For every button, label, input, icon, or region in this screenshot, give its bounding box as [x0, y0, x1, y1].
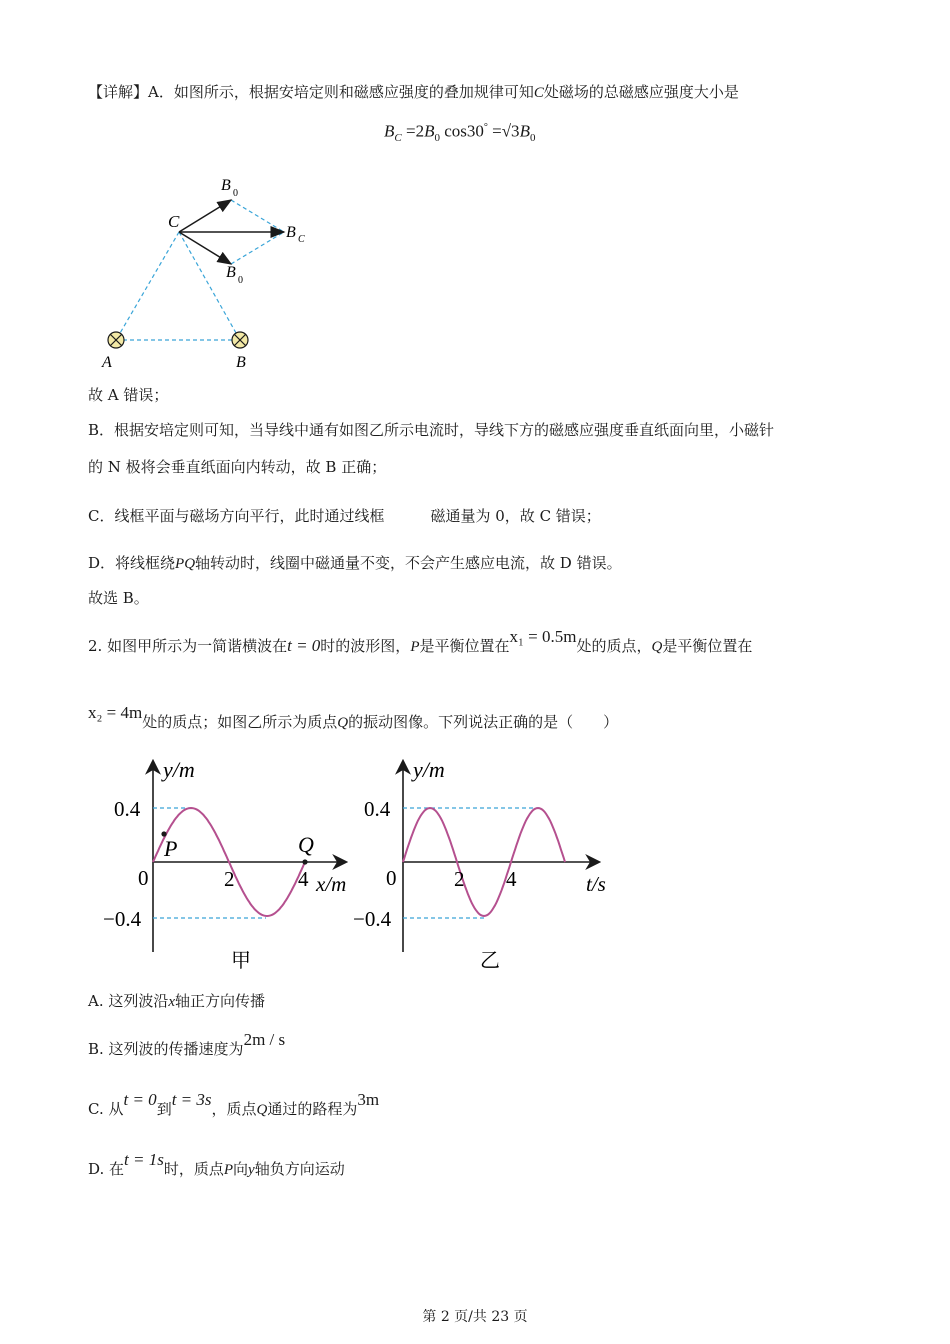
- tick-neg-0-4: −0.4: [353, 907, 392, 931]
- point-c-label: C: [168, 212, 180, 231]
- option-c[interactable]: C. 从t = 0到t = 3s，质点Q通过的路程为3m: [88, 1090, 380, 1118]
- svg-text:0: 0: [238, 275, 243, 286]
- vector-diagram: [96, 170, 326, 375]
- b0-lower-label: B: [226, 264, 236, 281]
- tick-4: 4: [506, 867, 517, 891]
- svg-text:C: C: [298, 234, 305, 245]
- wire-b-icon: [232, 332, 248, 348]
- detail-intro: 【详解】A．如图所示，根据安培定则和磁感应强度的叠加规律可知C处磁场的总磁感应强度大小是: [88, 83, 739, 101]
- option-a[interactable]: A. 这列波沿x轴正方向传播: [88, 992, 266, 1010]
- q-label: Q: [298, 832, 314, 857]
- svg-text:0: 0: [233, 188, 238, 199]
- y-axis-label: y/m: [163, 757, 195, 782]
- vibration-graph-yi: [350, 752, 620, 982]
- point-b-label: B: [236, 354, 246, 371]
- option-d[interactable]: D. 在t = 1s时，质点P向y轴负方向运动: [88, 1150, 345, 1178]
- a-conclusion: 故 A 错误；: [88, 386, 169, 404]
- magnetic-field-formula: $B_C =2B_0$ $\cos 30^\circ =√3B_0$: [384, 121, 536, 145]
- origin-label: 0: [386, 866, 397, 890]
- point-q-marker: [302, 859, 307, 864]
- tick-neg-0-4: −0.4: [103, 907, 142, 931]
- b0-upper-label: B: [221, 177, 231, 194]
- answer-choice: 故选 B。: [88, 589, 149, 607]
- caption-jia: 甲: [231, 950, 251, 972]
- t-axis-label: t/s: [586, 872, 606, 896]
- b-line-1: B．根据安培定则可知，当导线中通有如图乙所示电流时，导线下方的磁感应强度垂直纸面向里，小磁针: [88, 421, 775, 439]
- vector-b0-lower: [179, 232, 231, 264]
- point-a-label: A: [102, 354, 112, 371]
- b-line-2: 的 N 极将会垂直纸面向内转动，故 B 正确；: [88, 458, 387, 476]
- caption-yi: 乙: [480, 950, 500, 972]
- origin-label: 0: [138, 866, 149, 890]
- question-2-line-2: x₂ = 4m处的质点；如图乙所示为质点Q的振动图像。下列说法正确的是（ ）: [88, 703, 619, 731]
- y-axis-label: y/m: [413, 757, 445, 782]
- vector-b0-upper: [179, 200, 231, 232]
- page-footer: 第 2 页/共 23 页: [422, 1309, 528, 1325]
- wire-a-icon: [108, 332, 124, 348]
- c-line: C．线框平面与磁场方向平行，此时通过线框 磁通量为 0，故 C 错误；: [88, 507, 601, 525]
- option-b[interactable]: B. 这列波的传播速度为2m / s: [88, 1030, 286, 1058]
- bc-label: B: [286, 224, 296, 241]
- tick-2: 2: [224, 867, 235, 891]
- d-line: D．将线框绕PQ轴转动时，线圈中磁通量不变，不会产生感应电流，故 D 错误。: [88, 554, 622, 572]
- wave-graph-jia: [100, 752, 370, 982]
- question-2-line-1: 2. 如图甲所示为一简谐横波在t = 0时的波形图，P是平衡位置在x₁ = 0.5m处的质点，Q是平衡位置在: [88, 627, 753, 655]
- tick-2: 2: [454, 867, 465, 891]
- tick-4: 4: [298, 867, 309, 891]
- tick-0-4: 0.4: [364, 797, 391, 821]
- p-label: P: [164, 836, 178, 861]
- tick-0-4: 0.4: [114, 797, 141, 821]
- x-axis-label: x/m: [316, 872, 347, 896]
